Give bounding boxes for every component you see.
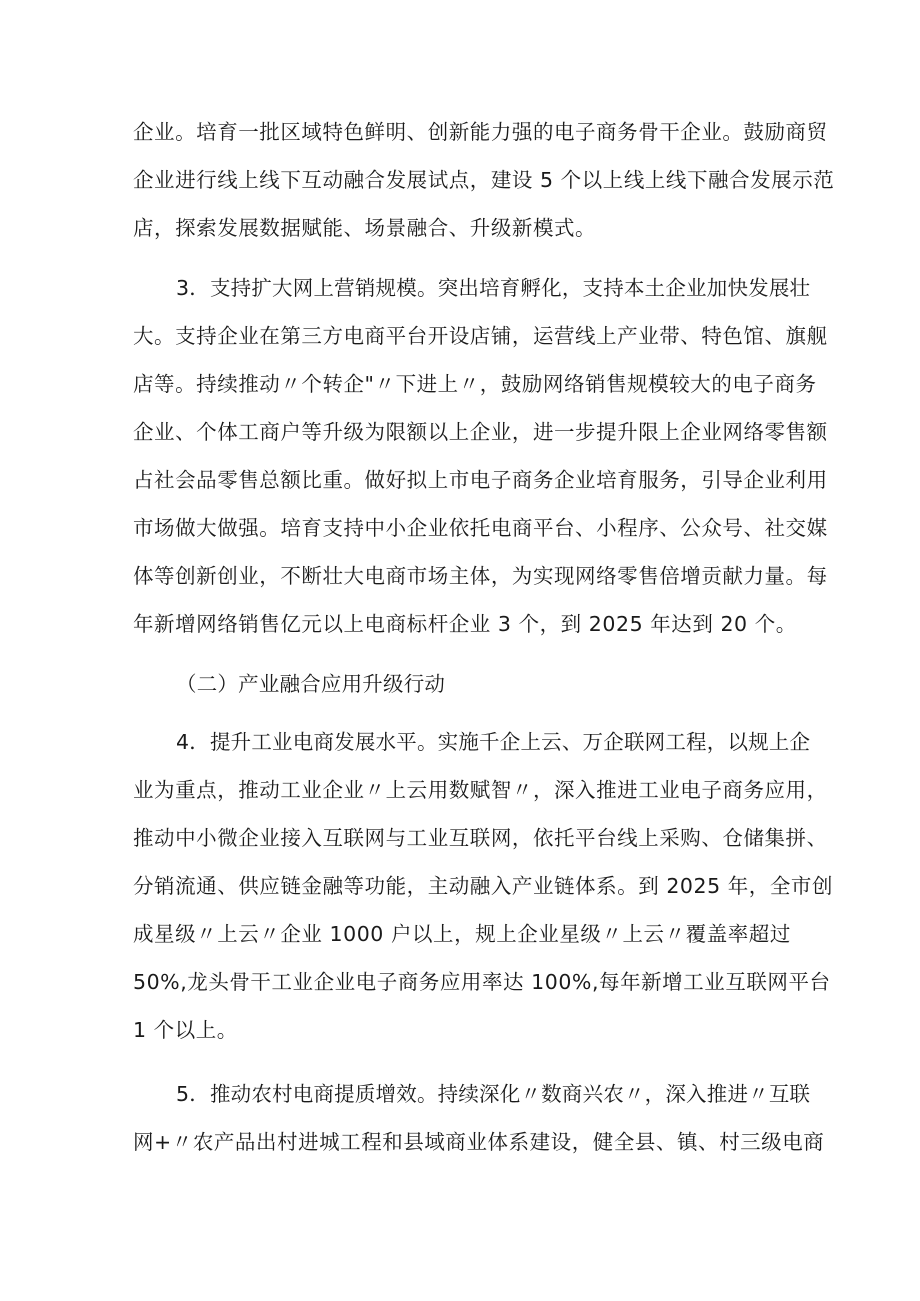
paragraph-line: 网+〃农产品出村进城工程和县域商业体系建设，健全县、镇、村三级电商 xyxy=(133,1130,825,1154)
paragraph-line: 市场做大做强。培育支持中小企业依托电商平台、小程序、公众号、社交媒 xyxy=(133,516,828,540)
paragraph-line: 4．提升工业电商发展水平。实施千企上云、万企联网工程，以规上企 xyxy=(176,730,811,754)
paragraph-line: 大。支持企业在第三方电商平台开设店铺，运营线上产业带、特色馆、旗舰 xyxy=(133,324,828,348)
paragraph-line: 企业进行线上线下互动融合发展试点，建设 5 个以上线上线下融合发展示范 xyxy=(133,168,835,192)
paragraph-line: 推动中小微企业接入互联网与工业互联网，依托平台线上采购、仓储集拼、 xyxy=(133,826,828,850)
paragraph-line: 店等。持续推动〃个转企"〃下进上〃，鼓励网络销售规模较大的电子商务 xyxy=(133,372,817,396)
paragraph-line: 业为重点，推动工业企业〃上云用数赋智〃，深入推进工业电子商务应用， xyxy=(133,778,828,802)
paragraph-line: 分销流通、供应链金融等功能，主动融入产业链体系。到 2025 年，全市创 xyxy=(133,874,834,898)
paragraph-line: 50%,龙头骨干工业企业电子商务应用率达 100%,每年新增工业互联网平台 xyxy=(133,970,831,994)
paragraph-line: 5．推动农村电商提质增效。持续深化〃数商兴农〃，深入推进〃互联 xyxy=(176,1082,811,1106)
paragraph-line: 年新增网络销售亿元以上电商标杆企业 3 个，到 2025 年达到 20 个。 xyxy=(133,612,797,636)
paragraph-line: 成星级〃上云〃企业 1000 户以上，规上企业星级〃上云〃覆盖率超过 xyxy=(133,922,791,946)
paragraph-line: 企业。培育一批区域特色鲜明、创新能力强的电子商务骨干企业。鼓励商贸 xyxy=(133,120,828,144)
section-heading: （二）产业融合应用升级行动 xyxy=(176,672,446,696)
paragraph-line: 占社会品零售总额比重。做好拟上市电子商务企业培育服务，引导企业利用 xyxy=(133,468,828,492)
paragraph-line: 体等创新创业，不断壮大电商市场主体，为实现网络零售倍增贡献力量。每 xyxy=(133,564,828,588)
paragraph-line: 企业、个体工商户等升级为限额以上企业，进一步提升限上企业网络零售额 xyxy=(133,420,828,444)
paragraph-line: 3．支持扩大网上营销规模。突出培育孵化，支持本土企业加快发展壮 xyxy=(176,276,811,300)
paragraph-line: 1 个以上。 xyxy=(133,1018,238,1042)
paragraph-line: 店，探索发展数据赋能、场景融合、升级新模式。 xyxy=(133,216,597,240)
